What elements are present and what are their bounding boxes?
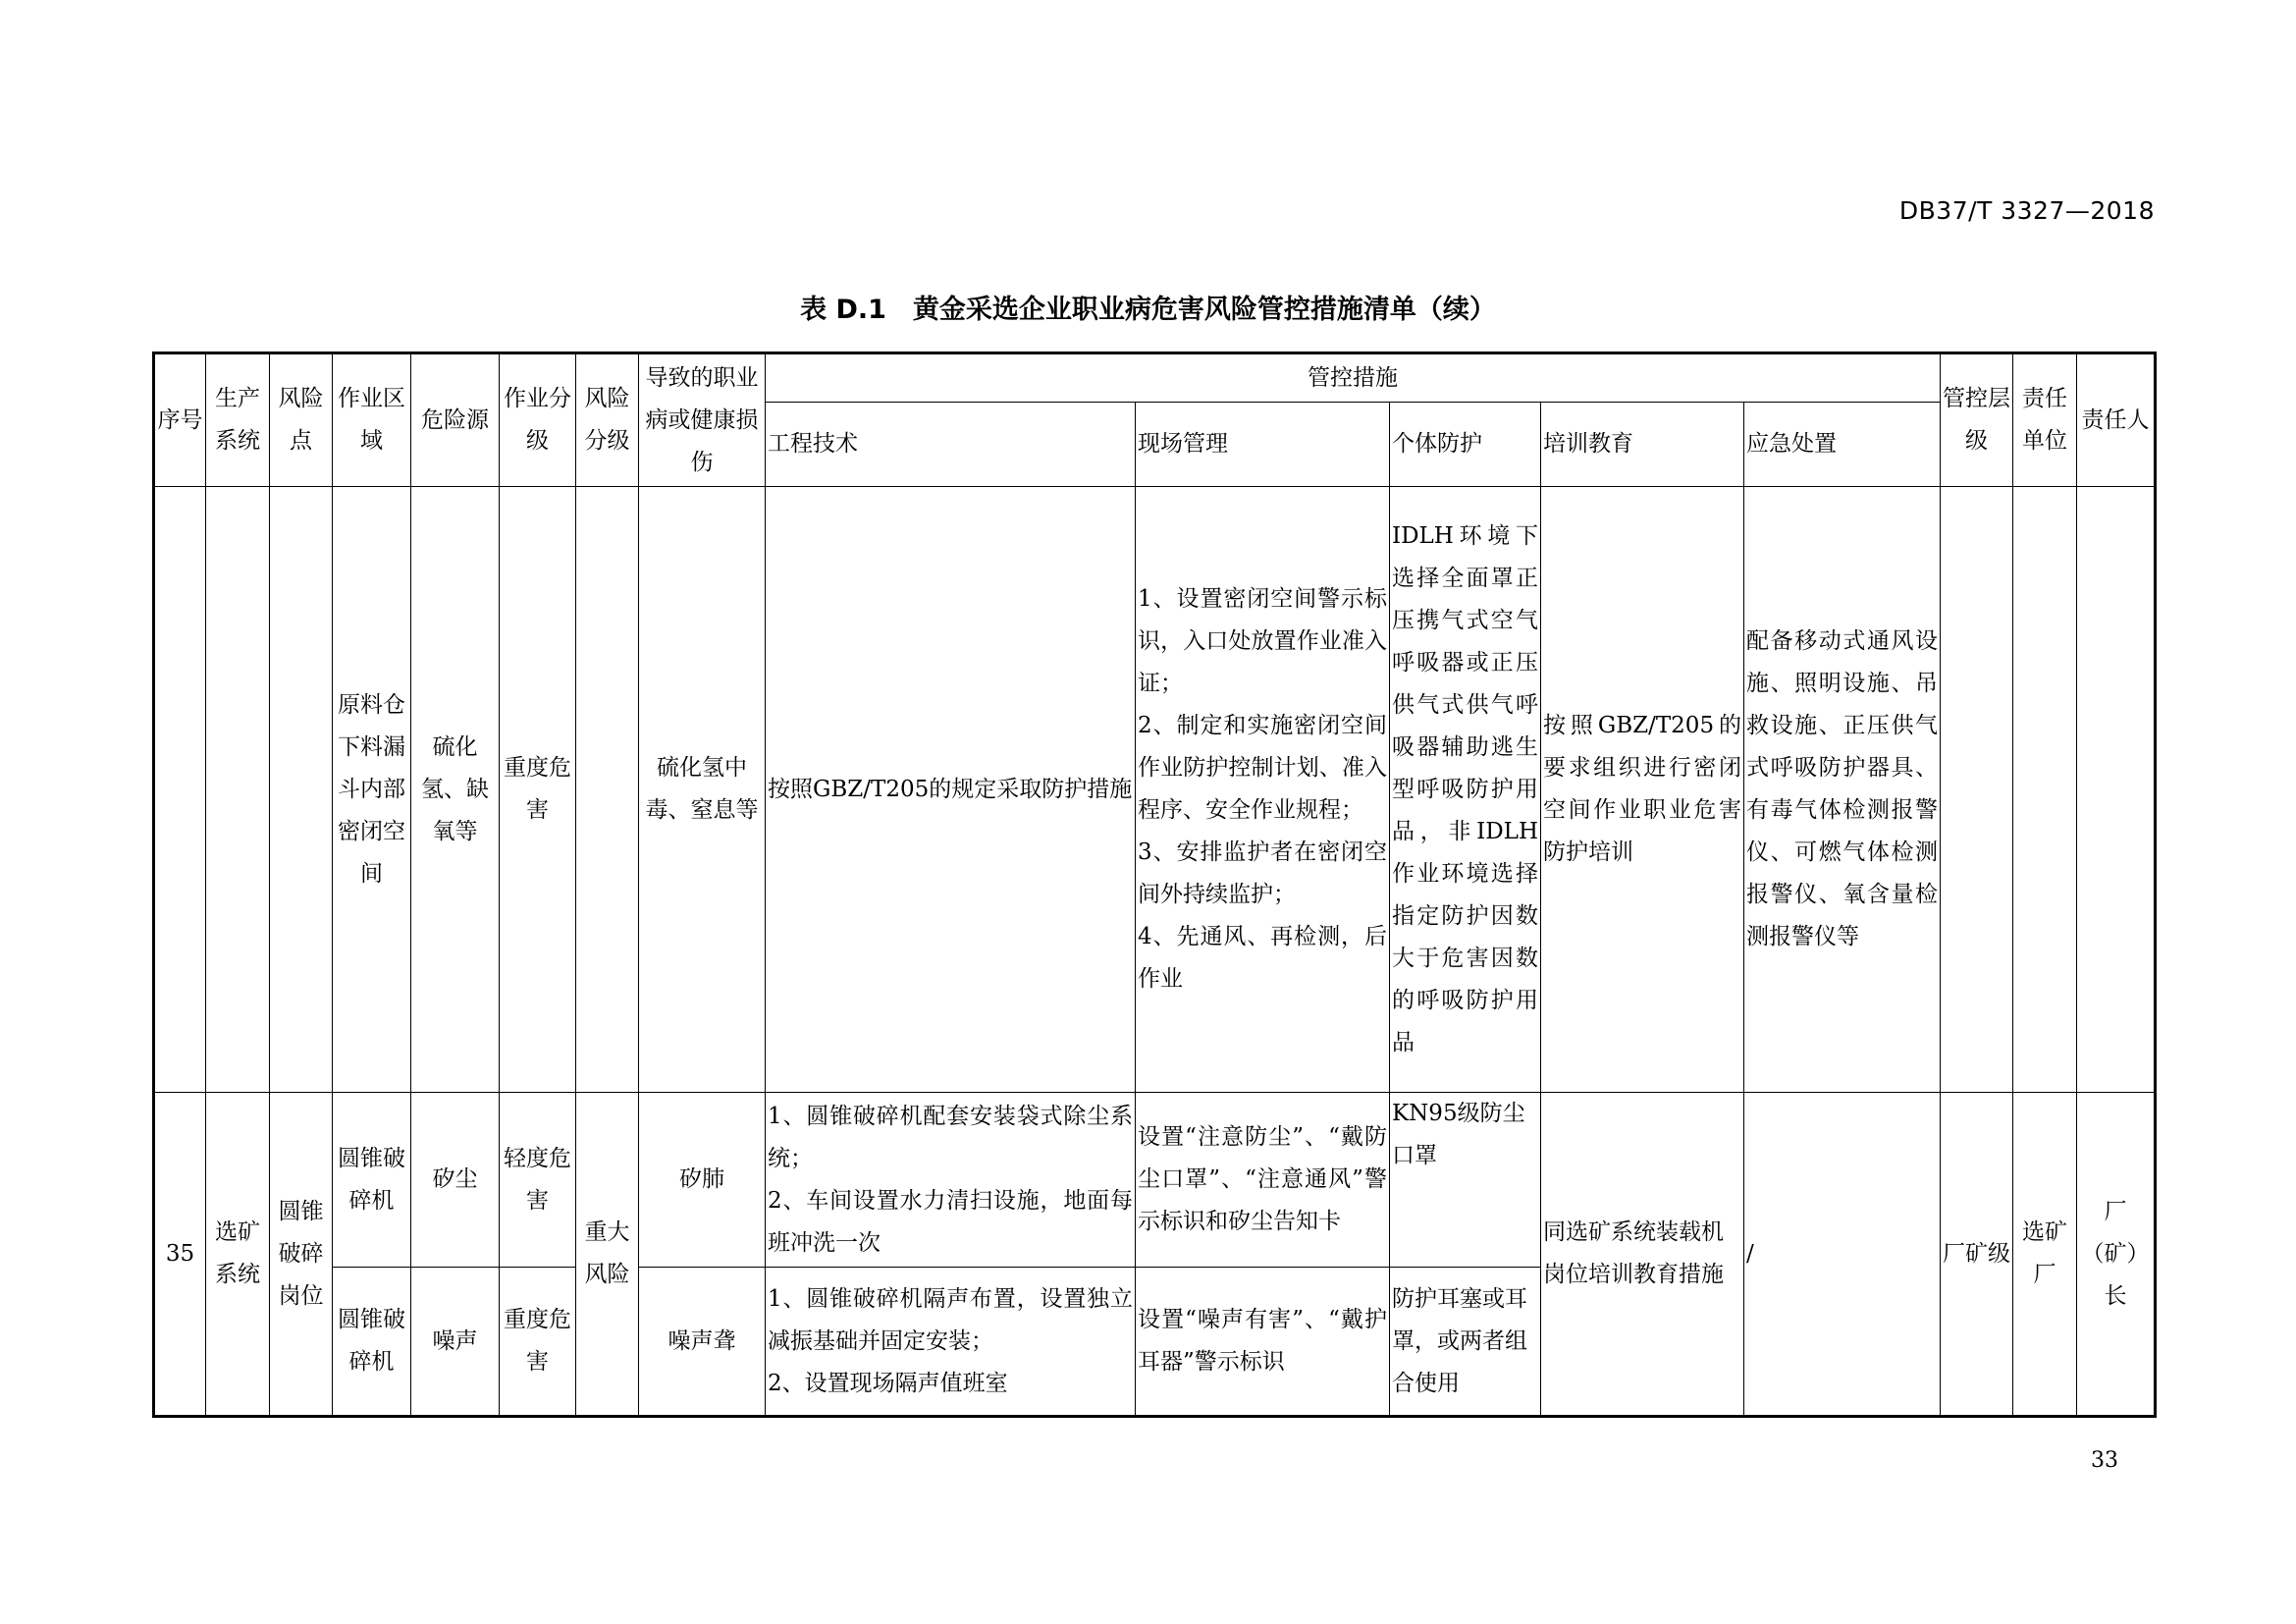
system-cell-empty [206,487,270,1093]
row3-engineering-item: 1、圆锥破碎机隔声布置，设置独立减振基础并固定安装； [768,1285,1133,1354]
risk-grade-cell-empty [576,487,639,1093]
group35-seq: 35 [154,1093,206,1417]
table-title: 表 D.1 黄金采选企业职业病危害风险管控措施清单（续） [800,295,1496,325]
header-hazard: 危险源 [411,353,500,487]
row3-work-grade: 重度危害 [500,1268,576,1417]
risk-control-table [152,352,2157,1418]
document-code: DB37/T 3327—2018 [1898,196,2155,225]
row1-work-area: 原料仓下料漏斗内部密闭空间 [333,487,411,1093]
row3-personal: 防护耳塞或耳罩，或两者组合使用 [1390,1268,1541,1417]
header-unit: 责任单位 [2013,353,2077,487]
row3-work-area: 圆锥破碎机 [333,1268,411,1417]
header-control-level: 管控层级 [1941,353,2013,487]
row3-site-mgmt: 设置“噪声有害”、“戴护耳器”警示标识 [1136,1268,1390,1417]
group35-training: 同选矿系统装载机岗位培训教育措施 [1541,1093,1744,1417]
row2-work-area: 圆锥破碎机 [333,1093,411,1268]
row2-engineering [766,1093,1136,1268]
row3-engineering-item: 2、设置现场隔声值班室 [768,1370,1008,1396]
risk-point-cell-empty [270,487,333,1093]
row1-site-mgmt-item: 1、设置密闭空间警示标识，入口处放置作业准入证； [1138,586,1387,696]
header-risk-grade: 风险分级 [576,353,639,487]
group35-unit: 选矿厂 [2013,1093,2077,1417]
row1-emergency: 配备移动式通风设施、照明设施、吊救设施、正压供气式呼吸防护器具、有毒气体检测报警仪、可燃气体检测报警仪、氧含量检测报警仪等 [1744,487,1941,1093]
row2-work-grade: 轻度危害 [500,1093,576,1268]
header-engineering: 工程技术 [766,403,1136,487]
header-site-mgmt: 现场管理 [1136,403,1390,487]
table-row [154,1093,2156,1268]
header-training: 培训教育 [1541,403,1744,487]
row1-personal: IDLH环境下选择全面罩正压携气式空气呼吸器或正压供气式供气呼吸器辅助逃生型呼吸防护用品，非IDLH作业环境选择指定防护因数大于危害因数的呼吸防护用品 [1390,487,1541,1093]
row1-disease: 硫化氢中毒、窒息等 [639,487,766,1093]
row2-hazard: 矽尘 [411,1093,500,1268]
row1-site-mgmt-item: 2、制定和实施密闭空间作业防护控制计划、准入程序、安全作业规程； [1138,713,1387,823]
row2-engineering-item: 1、圆锥破碎机配套安装袋式除尘系统； [768,1103,1133,1171]
row3-engineering [766,1268,1136,1417]
header-personal: 个体防护 [1390,403,1541,487]
row1-site-mgmt [1136,487,1390,1093]
group35-risk-point: 圆锥破碎岗位 [270,1093,333,1417]
group35-risk-grade: 重大风险 [576,1093,639,1417]
header-measures: 管控措施 [766,353,1941,403]
header-risk-point: 风险点 [270,353,333,487]
unit-cell-empty [2013,487,2077,1093]
header-person: 责任人 [2077,353,2156,487]
group35-person: 厂（矿）长 [2077,1093,2156,1417]
header-seq: 序号 [154,353,206,487]
row2-engineering-item: 2、车间设置水力清扫设施，地面每班冲洗一次 [768,1187,1133,1256]
row1-engineering: 按照GBZ/T205的规定采取防护措施 [766,487,1136,1093]
group35-control-level: 厂矿级 [1941,1093,2013,1417]
row1-site-mgmt-item: 3、安排监护者在密闭空间外持续监护； [1138,839,1387,907]
header-system: 生产系统 [206,353,270,487]
row3-disease: 噪声聋 [639,1268,766,1417]
header-disease: 导致的职业病或健康损伤 [639,353,766,487]
row2-site-mgmt: 设置“注意防尘”、“戴防尘口罩”、“注意通风”警示标识和矽尘告知卡 [1136,1093,1390,1268]
row1-training: 按照GBZ/T205的要求组织进行密闭空间作业职业危害防护培训 [1541,487,1744,1093]
control-level-cell-empty [1941,487,2013,1093]
seq-cell-empty [154,487,206,1093]
group35-system: 选矿系统 [206,1093,270,1417]
row2-personal: KN95级防尘口罩 [1390,1093,1541,1268]
row1-site-mgmt-item: 4、先通风、再检测，后作业 [1138,924,1387,992]
person-cell-empty [2077,487,2156,1093]
page-number: 33 [2091,1448,2118,1473]
table-row [154,487,2156,1093]
header-emergency: 应急处置 [1744,403,1941,487]
row1-hazard: 硫化氢、缺氧等 [411,487,500,1093]
row1-work-grade: 重度危害 [500,487,576,1093]
header-work-grade: 作业分级 [500,353,576,487]
header-work-area: 作业区域 [333,353,411,487]
group35-emergency: / [1744,1093,1941,1417]
row3-hazard: 噪声 [411,1268,500,1417]
row2-disease: 矽肺 [639,1093,766,1268]
